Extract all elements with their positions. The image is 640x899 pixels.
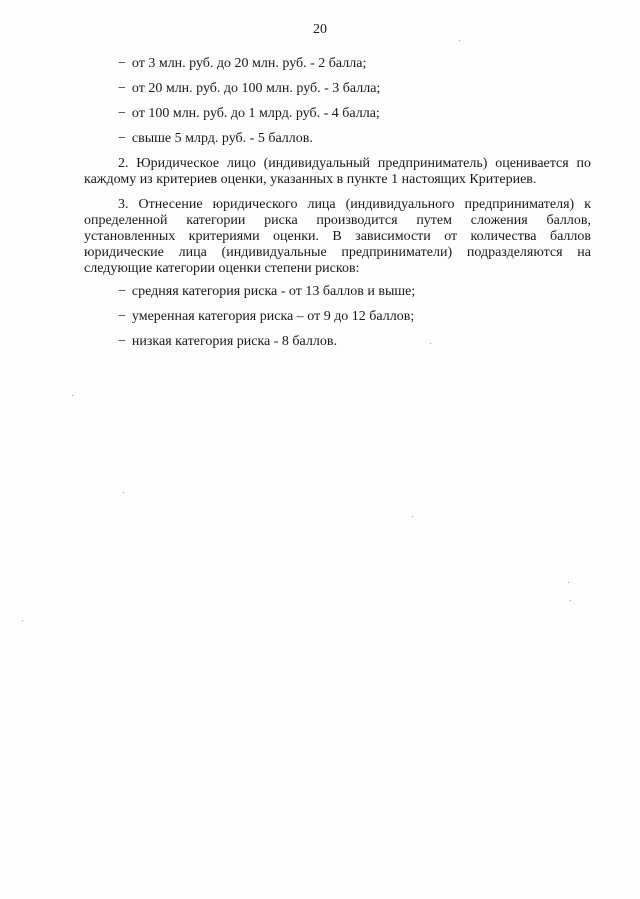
document-body [84,56,591,359]
scan-speck [412,516,413,517]
dash-marker: − [118,334,126,349]
dash-marker: − [118,131,126,146]
dash-marker: − [118,81,126,96]
paragraph-2: 2. Юридическое лицо (индивидуальный предприниматель) оценивается по каждому из критериев оценки, указанных в пункте 1 настоящих Критериев. [84,156,591,187]
paragraph-3: 3. Отнесение юридического лица (индивидуального предпринимателя) к определенной категории риска производится путем сложения баллов, установленных критериями оценки. В зависимости от количества баллов юридические лица (индивидуальные предприниматели) подразделяются на следующие категории оценки степени рисков: [84,197,591,276]
page-number: 20 [313,22,327,37]
list-item [118,56,591,72]
scan-speck [459,40,460,41]
list-item [118,81,591,97]
list-item-text: свыше 5 млрд. руб. - 5 баллов. [131,131,313,146]
scan-speck [430,343,431,344]
list-item-text: от 20 млн. руб. до 100 млн. руб. - 3 балла; [131,81,381,96]
list-item-text: от 100 млн. руб. до 1 млрд. руб. - 4 балла; [131,106,380,121]
dash-marker: − [118,309,126,324]
scan-speck [568,582,569,583]
list-item-text: умеренная категория риска – от 9 до 12 баллов; [131,309,415,324]
list-item-text: низкая категория риска - 8 баллов. [131,334,337,349]
scan-speck [570,600,571,601]
list-item-text: от 3 млн. руб. до 20 млн. руб. - 2 балла; [131,56,367,71]
list-item [118,106,591,122]
list-item [118,284,591,300]
scan-speck [72,395,73,396]
list-item-text: средняя категория риска - от 13 баллов и выше; [131,284,416,299]
scan-speck [123,492,124,493]
scan-speck [22,620,23,621]
list-item [118,334,591,350]
dash-marker: − [118,106,126,121]
list-item [118,131,591,147]
list-item [118,309,591,325]
dash-marker: − [118,284,126,299]
dash-marker: − [118,56,126,71]
